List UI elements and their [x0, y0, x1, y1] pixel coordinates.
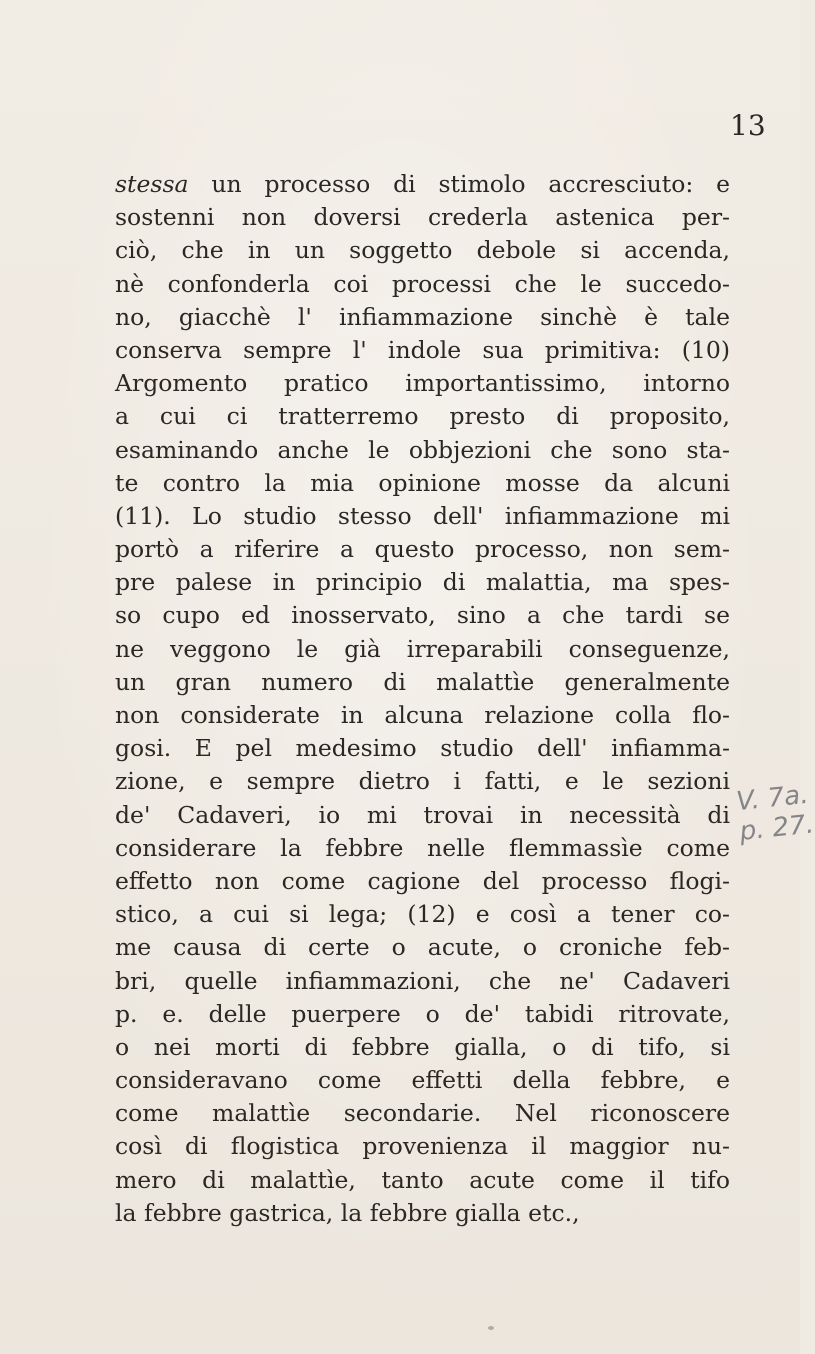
- text-line: effetto non come cagione del processo flogi-: [115, 866, 730, 895]
- text-line-1-rest: un processo di stimolo accresciuto: e: [188, 170, 730, 198]
- text-line: bri, quelle infiammazioni, che ne' Cadaveri: [115, 966, 730, 995]
- lead-word: stessa: [115, 170, 189, 198]
- text-line: un gran numero di malattìe generalmente: [115, 667, 730, 696]
- text-line: a cui ci tratterremo presto di proposito,: [115, 402, 730, 431]
- body-text: [115, 168, 730, 1230]
- text-line-last: la febbre gastrica, la febbre gialla etc.,: [115, 1198, 580, 1227]
- text-line: gosi. E pel medesimo studio dell' infiamma-: [115, 734, 730, 763]
- text-line: come malattìe secondarie. Nel riconoscere: [115, 1099, 730, 1128]
- text-line: ne veggono le già irreparabili conseguenze,: [115, 634, 730, 663]
- text-line: nè confonderla coi processi che le succedo-: [115, 269, 730, 298]
- text-line: sostenni non doversi crederla astenica per-: [115, 203, 730, 232]
- text-line: de' Cadaveri, io mi trovai in necessità di: [115, 800, 730, 829]
- text-line: ciò, che in un soggetto debole si accenda,: [115, 236, 730, 265]
- text-line: me causa di certe o acute, o croniche feb-: [115, 933, 730, 962]
- text-line: te contro la mia opinione mosse da alcuni: [115, 468, 730, 497]
- text-line: no, giacchè l' infiammazione sinchè è tale: [115, 302, 730, 331]
- text-line: conserva sempre l' indole sua primitiva: (10): [115, 335, 730, 364]
- text-line: non considerate in alcuna relazione colla flo-: [115, 701, 730, 729]
- text-line: o nei morti di febbre gialla, o di tifo, si: [115, 1032, 730, 1061]
- text-line: (11). Lo studio stesso dell' infiammazione mi: [115, 501, 730, 530]
- text-line-1: [115, 168, 730, 201]
- text-line: so cupo ed inosservato, sino a che tardi se: [115, 601, 730, 630]
- page-number: 13: [730, 109, 766, 142]
- margin-note-line: p. 27.: [738, 809, 815, 847]
- text-line: stico, a cui si lega; (12) e così a tener co-: [115, 900, 730, 929]
- margin-note-line: V. 7a.: [735, 779, 810, 818]
- text-line: consideravano come effetti della febbre, e: [115, 1066, 730, 1095]
- text-line: mero di malattìe, tanto acute come il tifo: [115, 1165, 730, 1194]
- paper-speck: [488, 1326, 494, 1330]
- text-line: portò a riferire a questo processo, non sem-: [115, 535, 730, 564]
- text-line: Argomento pratico importantissimo, intorno: [115, 369, 730, 398]
- text-line: considerare la febbre nelle flemmassìe come: [115, 833, 730, 862]
- text-line: p. e. delle puerpere o de' tabidi ritrovate,: [115, 999, 730, 1028]
- text-line: pre palese in principio di malattia, ma spes-: [115, 568, 730, 597]
- handwritten-margin-note: [735, 779, 815, 847]
- text-line: esaminando anche le obbjezioni che sono sta-: [115, 435, 730, 464]
- text-line: zione, e sempre dietro i fatti, e le sezioni: [115, 767, 730, 796]
- text-line: così di flogistica provenienza il maggior nu-: [115, 1132, 730, 1161]
